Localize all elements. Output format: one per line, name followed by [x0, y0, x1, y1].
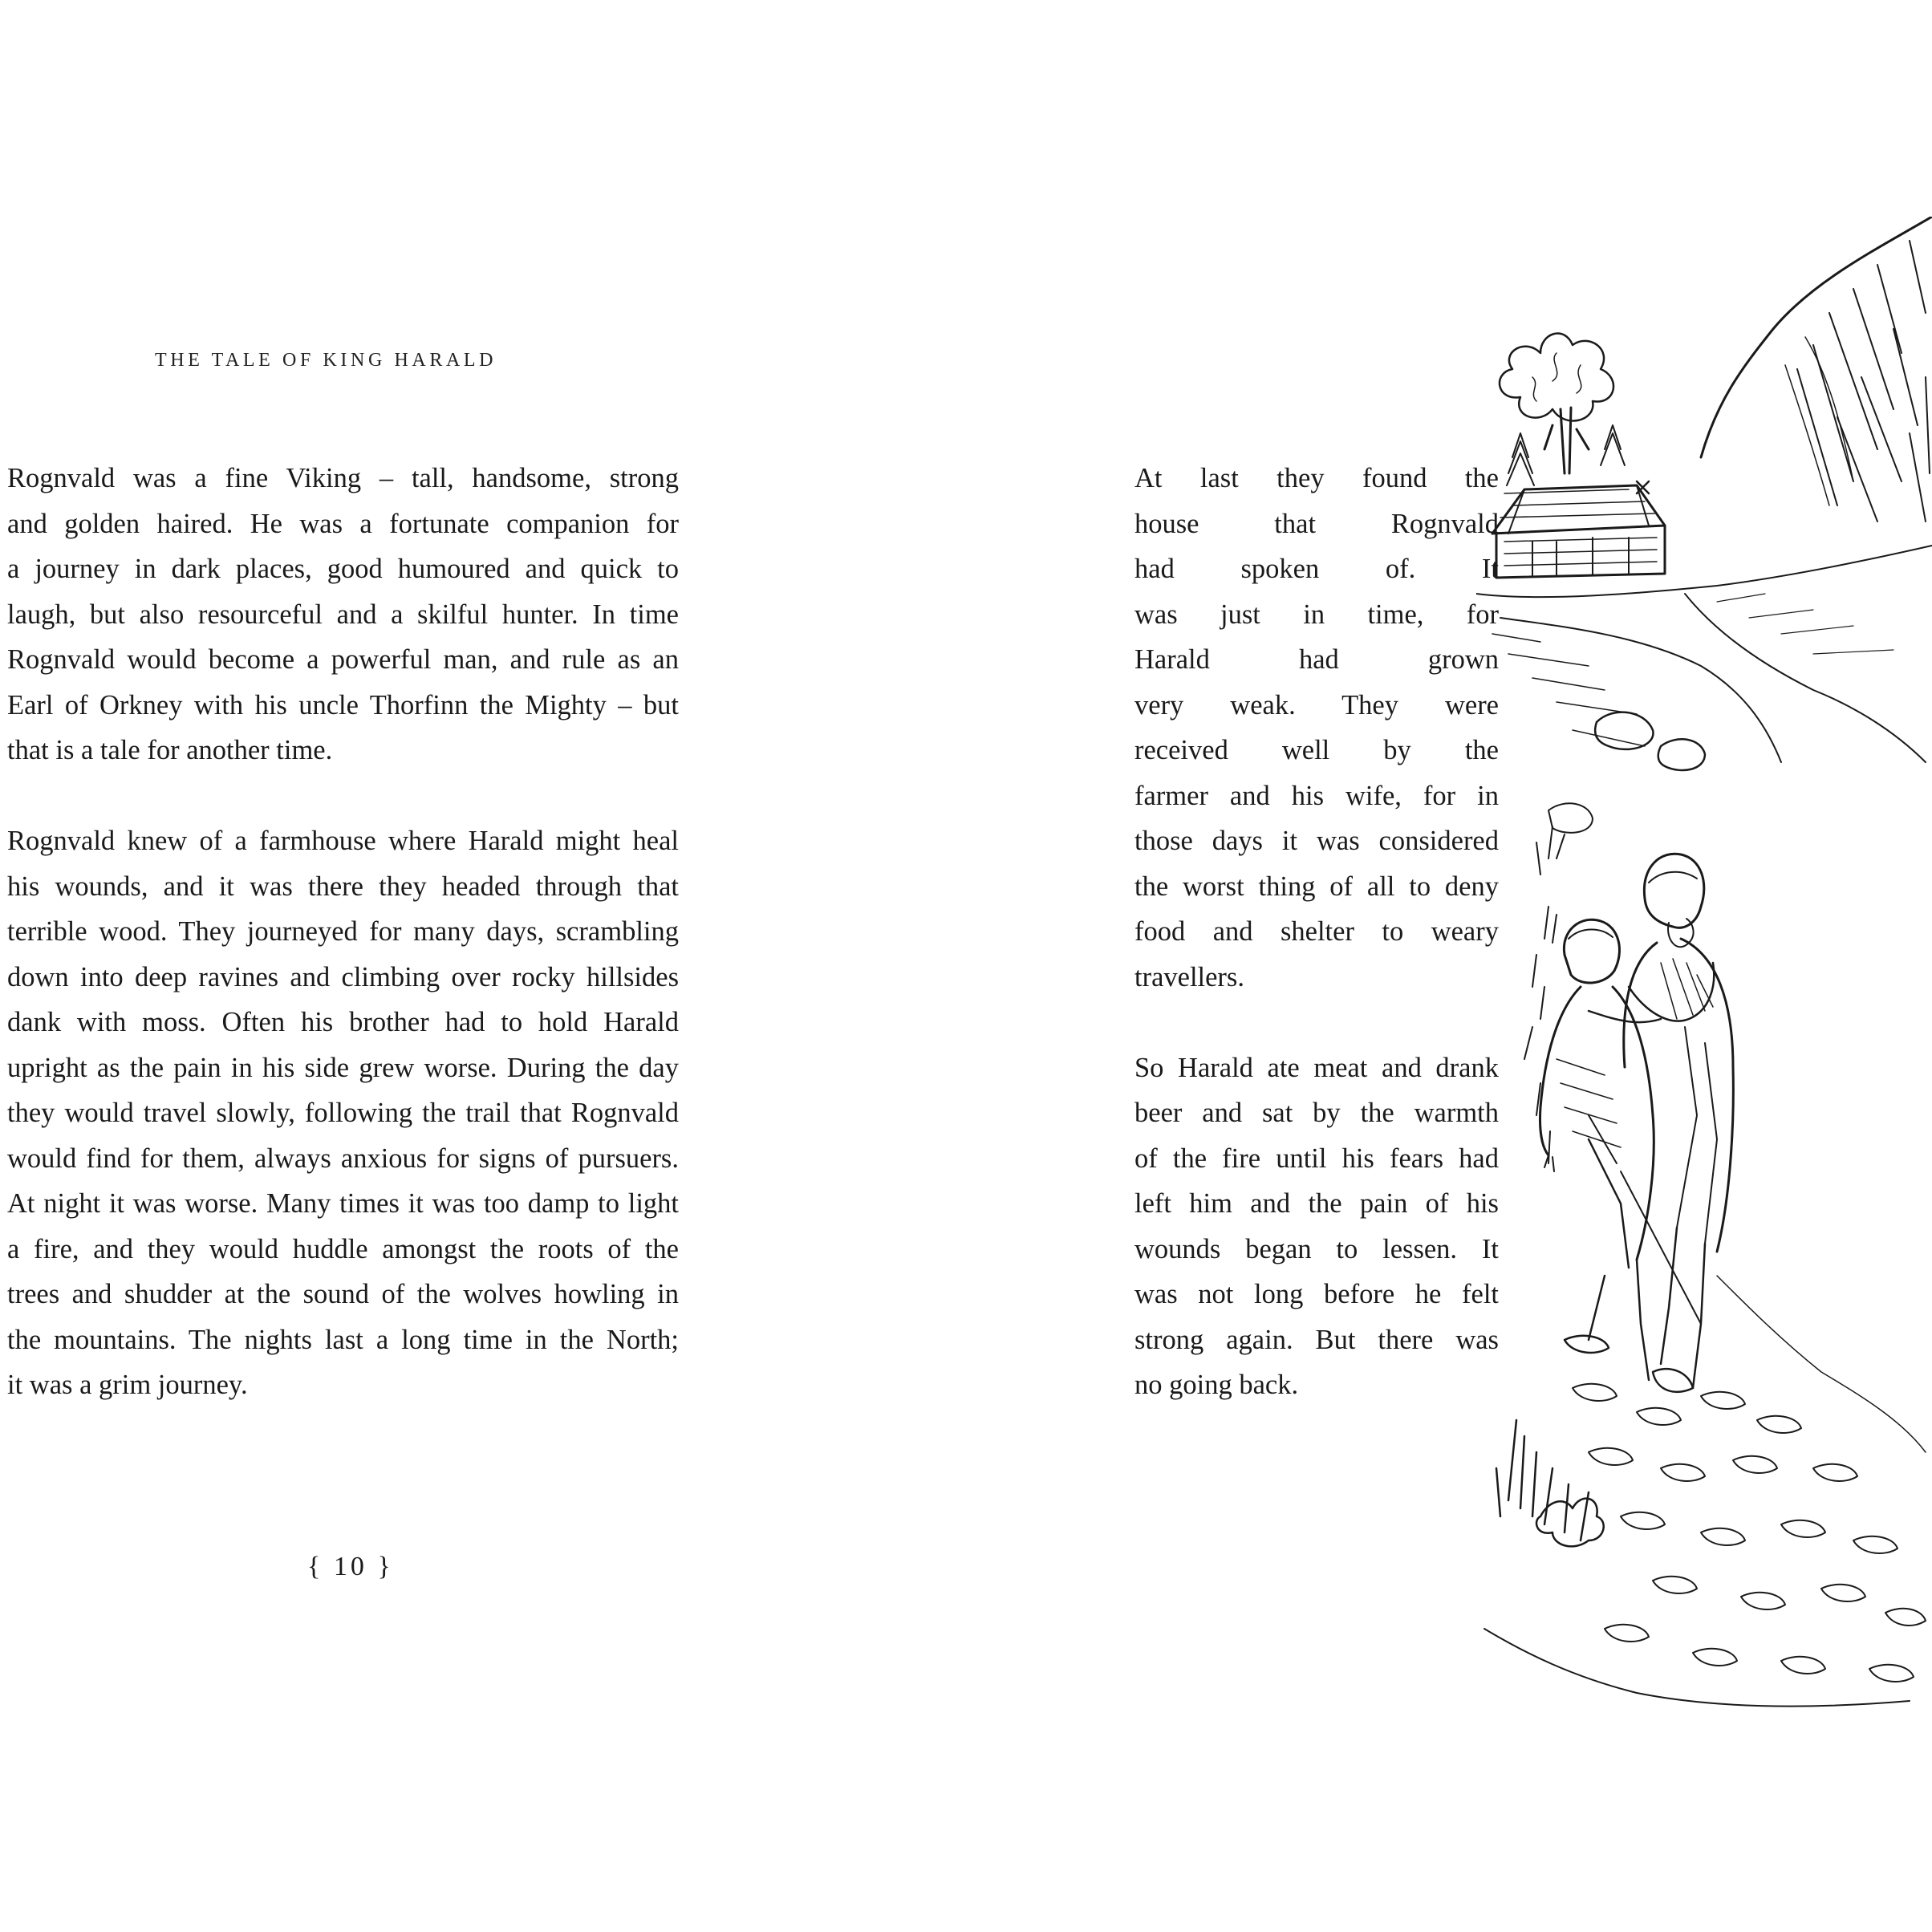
text-line: So Harald ate meat and drank	[1134, 1052, 1499, 1083]
text-line: had spoken of. It	[1134, 554, 1499, 584]
text-line: no going back.	[1134, 1370, 1299, 1400]
text-line: Rognvald would become a powerful man, and rule as an	[7, 644, 679, 675]
paragraph-gap	[1134, 1000, 1499, 1045]
text-line: the mountains. The nights last a long time in the North;	[7, 1324, 679, 1355]
text-line: the worst thing of all to deny	[1134, 871, 1499, 902]
text-line: received well by the	[1134, 735, 1499, 765]
text-line: terrible wood. They journeyed for many days, scrambling	[7, 916, 679, 947]
text-line: very weak. They were	[1134, 689, 1499, 720]
text-line: a journey in dark places, good humoured and quick to	[7, 554, 679, 584]
text-line: they would travel slowly, following the trail that Rognvald	[7, 1098, 679, 1128]
text-line: travellers.	[1134, 961, 1244, 992]
left-page-text	[7, 456, 679, 1408]
illustration-svg	[1476, 217, 1932, 1717]
text-line: dank with moss. Often his brother had to hold Harald	[7, 1007, 679, 1037]
text-line: and golden haired. He was a fortunate companion for	[7, 508, 679, 539]
text-line: Rognvald was a fine Viking – tall, handsome, strong	[7, 463, 679, 493]
text-line: wounds began to lessen. It	[1134, 1233, 1499, 1264]
text-line: was not long before he felt	[1134, 1279, 1499, 1309]
text-line: farmer and his wife, for in	[1134, 780, 1499, 811]
text-line: was just in time, for	[1134, 599, 1499, 630]
text-line: upright as the pain in his side grew worse. During the day	[7, 1052, 679, 1083]
text-line: beer and sat by the warmth	[1134, 1098, 1499, 1128]
text-line: of the fire until his fears had	[1134, 1143, 1499, 1174]
text-line: that is a tale for another time.	[7, 735, 333, 765]
text-line: those days it was considered	[1134, 826, 1499, 856]
text-line: his wounds, and it was there they headed through that	[7, 871, 679, 902]
right-page-text	[1134, 456, 1499, 1408]
text-line: Rognvald knew of a farmhouse where Harald might heal	[7, 826, 679, 856]
paragraph-gap	[7, 773, 679, 819]
text-line: it was a grim journey.	[7, 1370, 248, 1400]
text-line: left him and the pain of his	[1134, 1188, 1499, 1219]
text-line: At last they found the	[1134, 463, 1499, 493]
text-line: would find for them, always anxious for signs of pursuers.	[7, 1143, 679, 1174]
text-line: a fire, and they would huddle amongst the roots of the	[7, 1233, 679, 1264]
text-line: laugh, but also resourceful and a skilful hunter. In time	[7, 599, 679, 630]
text-line: trees and shudder at the sound of the wolves howling in	[7, 1279, 679, 1309]
page-number: { 10 }	[307, 1552, 394, 1581]
text-line: At night it was worse. Many times it was too damp to light	[7, 1188, 679, 1219]
text-line: Earl of Orkney with his uncle Thorfinn the Mighty – but	[7, 689, 679, 720]
text-line: down into deep ravines and climbing over rocky hillsides	[7, 961, 679, 992]
text-line: strong again. But there was	[1134, 1324, 1499, 1355]
text-line: Harald had grown	[1134, 644, 1499, 675]
ink-sketch-illustration	[1476, 217, 1932, 1717]
text-line: food and shelter to weary	[1134, 916, 1499, 947]
text-line: house that Rognvald	[1134, 508, 1499, 539]
running-head: THE TALE OF KING HARALD	[155, 350, 497, 371]
